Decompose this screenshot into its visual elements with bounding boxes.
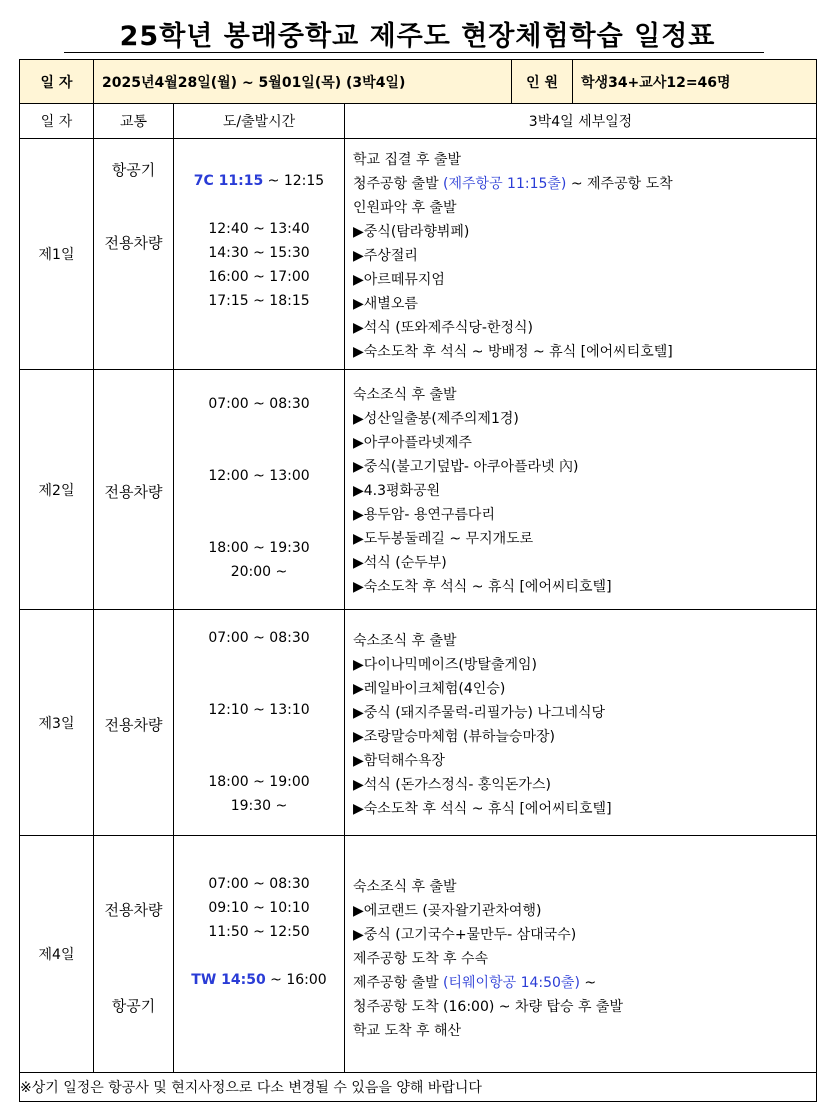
flight-info: (제주항공 11:15출) [443,176,567,192]
transport-cell [94,836,174,1073]
page-title: 25학년 봉래중학교 제주도 현장체험학습 일정표 [119,21,716,52]
activity-item: 청주공항 출발 (제주항공 11:15출) ~ 제주공항 도착 [353,176,673,192]
activity-item: ▶중식(탐라향뷔페) [353,224,470,240]
footer-note: ※상기 일정은 항공사 및 현지사정으로 다소 변경될 수 있음을 양해 바랍니다 [20,1073,817,1102]
transport-cell [94,610,174,836]
activity-item: 인원파악 후 출발 [353,200,457,216]
day-row-4 [20,836,817,1073]
transport-cell [94,370,174,610]
summary-row [20,60,817,104]
activity-item: ▶용두암- 용연구름다리 [353,507,495,523]
title-underline [64,52,764,53]
day-row-1 [20,139,817,370]
day-row-2 [20,370,817,610]
activity-item: 학교 도착 후 해산 [353,1023,462,1039]
activity-item: ▶성산일출봉(제주의제1경) [353,411,519,427]
activity-item: 제주공항 도착 후 수속 [353,951,489,967]
time-slot: 18:00 ~ 19:30 [208,540,310,556]
activity-item: ▶숙소도착 후 석식 ~ 휴식 [에어씨티호텔] [353,801,612,817]
time-slot: 12:10 ~ 13:10 [208,702,310,718]
time-slot: 07:00 ~ 08:30 [208,876,310,892]
time-slot: 7C 11:15 ~ 12:15 [193,173,325,189]
activity-item: ▶석식 (돈가스정식- 홍익돈가스) [353,777,551,793]
footer-row [20,1073,817,1102]
activity-item: ▶아쿠아플라넷제주 [353,435,472,451]
activity-item: 청주공항 도착 (16:00) ~ 차량 탑승 후 출발 [353,999,623,1015]
time-slot: 17:15 ~ 18:15 [208,293,310,309]
time-slot: 12:00 ~ 13:00 [208,468,310,484]
time-slot: 07:00 ~ 08:30 [208,630,310,646]
col-detail-header: 3박4일 세부일정 [345,104,817,139]
time-slot: 11:50 ~ 12:50 [208,924,310,940]
col-transport-header: 교통 [94,104,174,139]
time-slot: 07:00 ~ 08:30 [208,396,310,412]
flight-time: TW 14:50 [191,972,266,988]
column-header-row [20,104,817,139]
transport-mode: 전용차량 [104,483,163,501]
time-cell [174,139,345,370]
activity-item: ▶도두봉둘레길 ~ 무지개도로 [353,531,534,547]
activity-item: ▶주상절리 [353,248,418,264]
flight-info: (티웨이항공 14:50출) [443,975,580,991]
time-slot: 14:30 ~ 15:30 [208,245,310,261]
people-value: 학생34+교사12=46명 [573,60,817,104]
schedule-table [19,59,817,1102]
date-value: 2025년4월28일(월) ~ 5월01일(목) (3박4일) [94,60,512,104]
activity-item: 숙소조식 후 출발 [353,633,457,649]
activity-item: ▶중식(불고기덮밥- 아쿠아플라넷 內) [353,459,579,475]
activity-item: 숙소조식 후 출발 [353,387,457,403]
day-label: 제2일 [20,370,94,610]
activity-item: ▶4.3평화공원 [353,483,441,499]
col-time-header: 도/출발시간 [174,104,345,139]
activity-item: ▶에코랜드 (곶자왈기관차여행) [353,903,542,919]
col-day-header: 일 자 [20,104,94,139]
day-label: 제4일 [20,836,94,1073]
activity-cell [345,610,817,836]
activity-item: 숙소조식 후 출발 [353,879,457,895]
people-label: 인 원 [512,60,573,104]
transport-mode: 전용차량 [104,716,163,734]
activity-item: ▶중식 (고기국수+물만두- 삼대국수) [353,927,577,943]
activity-item: ▶석식 (순두부) [353,555,447,571]
time-slot: TW 14:50 ~ 16:00 [191,972,327,988]
time-slot: 18:00 ~ 19:00 [208,774,310,790]
date-label: 일 자 [20,60,94,104]
transport-mode: 전용차량 [104,901,163,919]
activity-item: ▶숙소도착 후 석식 ~ 방배정 ~ 휴식 [에어씨티호텔] [353,344,673,360]
time-slot: 16:00 ~ 17:00 [208,269,310,285]
activity-item: ▶중식 (돼지주물럭-리필가능) 나그네식당 [353,705,606,721]
activity-item: 학교 집결 후 출발 [353,152,462,168]
activity-cell [345,139,817,370]
time-slot: 09:10 ~ 10:10 [208,900,310,916]
activity-item: ▶레일바이크체험(4인승) [353,681,506,697]
time-slot: 20:00 ~ [230,564,288,580]
activity-cell [345,836,817,1073]
day-label: 제1일 [20,139,94,370]
transport-mode: 전용차량 [104,234,163,252]
activity-item: ▶숙소도착 후 석식 ~ 휴식 [에어씨티호텔] [353,579,612,595]
activity-item: ▶다이나믹메이즈(방탈출게임) [353,657,537,673]
activity-item: ▶아르떼뮤지엄 [353,272,445,288]
activity-item: ▶조랑말승마체험 (뷰하늘승마장) [353,729,555,745]
day-row-3 [20,610,817,836]
day-label: 제3일 [20,610,94,836]
activity-item: ▶새별오름 [353,296,418,312]
activity-item: ▶함덕해수욕장 [353,753,445,769]
time-cell [174,836,345,1073]
time-slot: 12:40 ~ 13:40 [208,221,310,237]
time-cell [174,610,345,836]
transport-mode: 항공기 [111,161,156,179]
flight-time: 7C 11:15 [193,173,264,189]
time-slot: 19:30 ~ [230,798,288,814]
transport-mode: 항공기 [111,997,156,1015]
time-cell [174,370,345,610]
activity-cell [345,370,817,610]
transport-cell [94,139,174,370]
activity-item: ▶석식 (또와제주식당-한정식) [353,320,533,336]
activity-item: 제주공항 출발 (티웨이항공 14:50출) ~ [353,975,597,991]
